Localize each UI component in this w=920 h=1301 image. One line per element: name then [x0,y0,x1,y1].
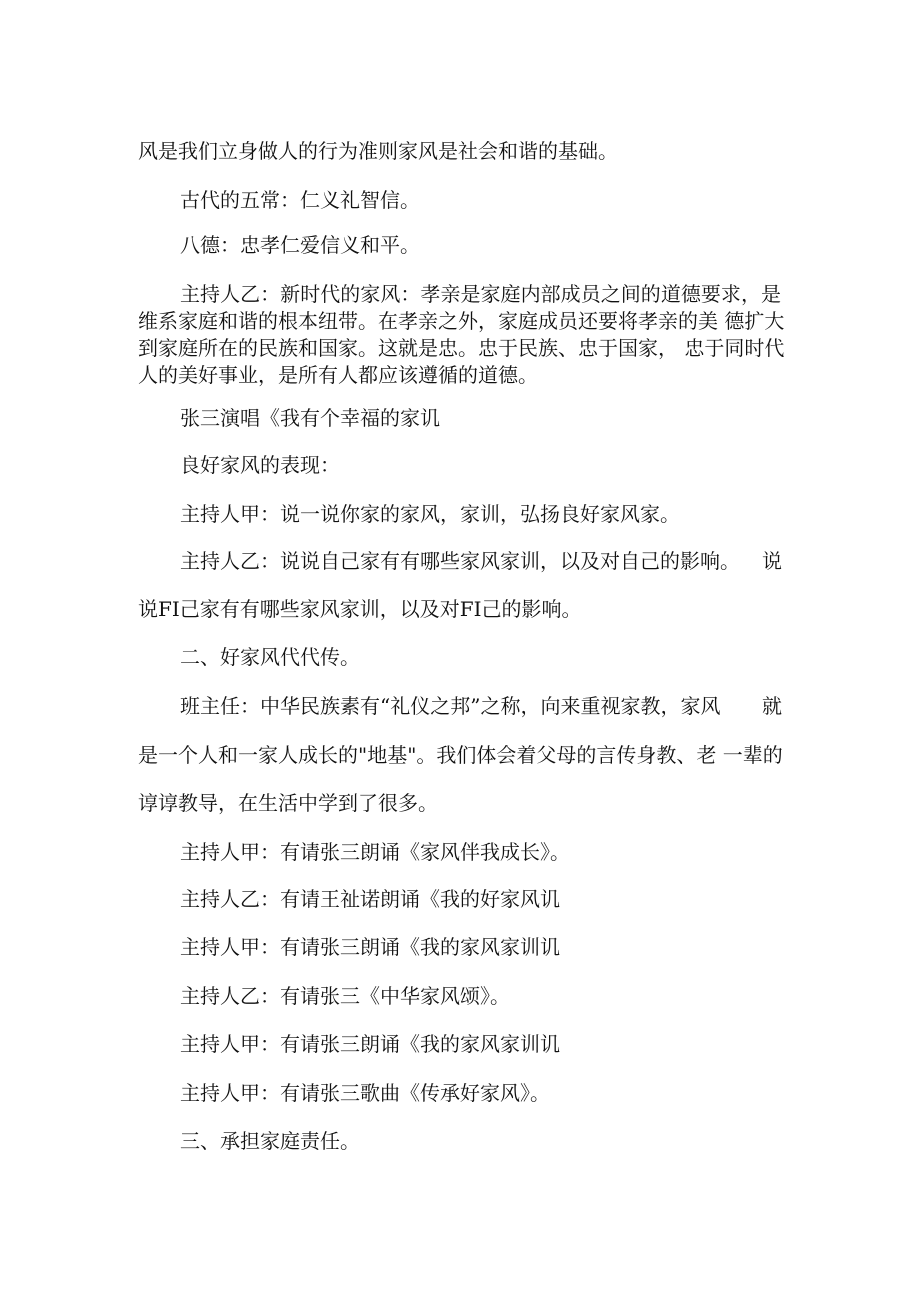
text-line: 谆谆教导，在生活中学到了很多。 [138,791,438,815]
text-line: 是一个人和一家人成长的"地基"。我们体会着父母的言传身教、老 一辈的 [138,743,783,767]
text-line: 主持人甲：有请张三歌曲《传承好家风》。 [180,1081,550,1105]
text-line: 主持人甲：有请张三朗诵《我的家风家训讥 [180,935,560,959]
text-line: 主持人甲：说一说你家的家风，家训，弘扬良好家风家。 [180,502,680,526]
text-line: 主持人乙：说说自己家有有哪些家风家训，以及对自己的影响。 [180,549,740,573]
text-line: 主持人甲：有请张三朗诵《家风伴我成长》。 [180,840,570,864]
text-line: 风是我们立身做人的行为准则家风是社会和谐的基础。 [138,139,618,163]
text-line: 主持人乙：有请王祉诺朗诵《我的好家风讥 [180,887,560,911]
text-line: 三、承担家庭责任。 [180,1129,360,1153]
text-line: 主持人乙：新时代的家风：孝亲是家庭内部成员之间的道德要求，是 [180,282,781,306]
text-line: 维系家庭和谐的根本纽带。在孝亲之外，家庭成员还要将孝亲的美 德扩大 [138,309,785,333]
text-line: 到家庭所在的民族和国家。这就是忠。忠于民族、忠于国家， 忠于同时代 [138,336,785,360]
text-line: 良好家风的表现： [180,453,340,477]
text-line: 人的美好事业，是所有人都应该遵循的道德。 [138,363,538,387]
text-line: 张三演唱《我有个幸福的家讥 [180,406,440,430]
text-line: 说FI己家有有哪些家风家训，以及对FI己的影响。 [138,597,582,621]
text-line: 班主任：中华民族素有“礼仪之邦”之称，向来重视家教，家风 [180,694,721,718]
text-line: 二、好家风代代传。 [180,645,360,669]
text-line: 说 [762,549,782,573]
text-line: 主持人乙：有请张三《中华家风颂》。 [180,984,510,1008]
text-line: 古代的五常：仁义礼智信。 [180,188,420,212]
text-line: 八德：忠孝仁爱信义和平。 [180,233,420,257]
text-line: 就 [762,694,782,718]
text-line: 主持人甲：有请张三朗诵《我的家风家训讥 [180,1032,560,1056]
